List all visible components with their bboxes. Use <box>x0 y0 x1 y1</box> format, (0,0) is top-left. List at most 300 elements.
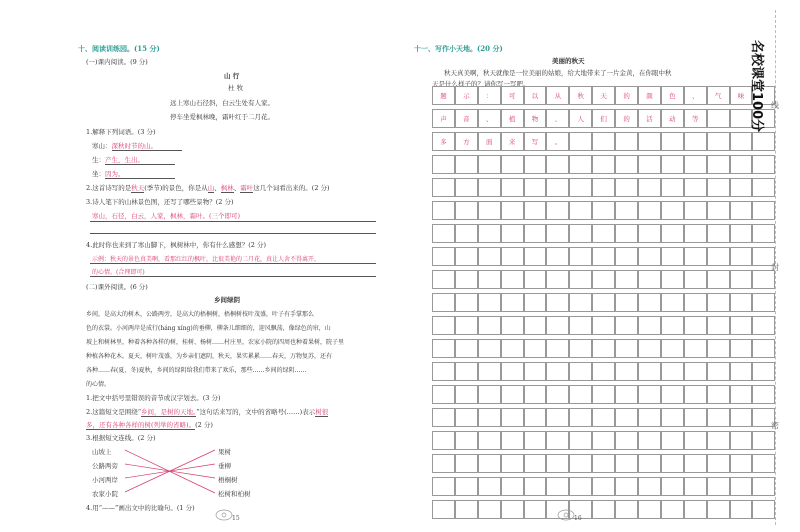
grid-cell[interactable]: 面 <box>478 132 501 151</box>
grid-cell[interactable] <box>478 155 501 174</box>
grid-cell[interactable] <box>478 500 501 519</box>
grid-cell[interactable] <box>524 270 547 289</box>
grid-cell[interactable] <box>501 339 524 358</box>
grid-cell[interactable] <box>501 316 524 335</box>
grid-cell[interactable] <box>707 316 730 335</box>
grid-cell[interactable] <box>524 339 547 358</box>
grid-cell[interactable] <box>615 178 638 197</box>
grid-cell[interactable] <box>569 408 592 427</box>
grid-cell[interactable] <box>730 224 753 243</box>
grid-cell[interactable] <box>501 224 524 243</box>
grid-cell[interactable] <box>455 270 478 289</box>
grid-cell[interactable] <box>684 178 707 197</box>
grid-cell[interactable] <box>752 293 775 312</box>
grid-cell[interactable] <box>730 247 753 266</box>
grid-cell[interactable]: 颜 <box>638 86 661 105</box>
grid-cell[interactable] <box>684 408 707 427</box>
grid-cell[interactable] <box>546 339 569 358</box>
grid-cell[interactable]: 物 <box>524 109 547 128</box>
grid-cell[interactable] <box>615 316 638 335</box>
match-left-3[interactable]: 小河两岸 <box>92 476 118 484</box>
grid-cell[interactable] <box>752 178 775 197</box>
grid-cell[interactable] <box>592 454 615 473</box>
grid-cell[interactable] <box>455 178 478 197</box>
grid-cell[interactable]: 活 <box>638 109 661 128</box>
grid-cell[interactable] <box>478 408 501 427</box>
grid-cell[interactable] <box>638 339 661 358</box>
match-right-1[interactable]: 果树 <box>218 448 231 456</box>
grid-cell[interactable] <box>569 431 592 450</box>
grid-cell[interactable] <box>501 408 524 427</box>
grid-cell[interactable] <box>615 247 638 266</box>
grid-cell[interactable] <box>592 224 615 243</box>
grid-cell[interactable]: 以 <box>524 86 547 105</box>
p2-q1-prompt: 1.把文中括号里错误的音节或汉字划去。(3 分) <box>86 394 221 402</box>
grid-cell[interactable] <box>432 431 455 450</box>
grid-cell[interactable] <box>684 224 707 243</box>
grid-cell[interactable] <box>752 201 775 220</box>
grid-cell[interactable] <box>524 247 547 266</box>
grid-cell[interactable] <box>707 224 730 243</box>
grid-cell[interactable] <box>661 155 684 174</box>
grid-cell[interactable] <box>615 362 638 381</box>
grid-cell[interactable] <box>752 385 775 404</box>
grid-cell[interactable] <box>592 247 615 266</box>
grid-cell[interactable] <box>752 316 775 335</box>
match-right-2[interactable]: 垂柳 <box>218 462 231 470</box>
grid-cell[interactable] <box>684 132 707 151</box>
grid-cell[interactable] <box>569 247 592 266</box>
grid-cell[interactable] <box>546 385 569 404</box>
grid-cell[interactable] <box>524 500 547 519</box>
grid-cell[interactable] <box>615 132 638 151</box>
poem-author: 杜 牧 <box>228 84 244 92</box>
grid-cell[interactable] <box>638 408 661 427</box>
grid-cell[interactable] <box>638 316 661 335</box>
grid-cell[interactable] <box>546 477 569 496</box>
grid-cell[interactable] <box>661 339 684 358</box>
grid-cell[interactable] <box>569 339 592 358</box>
grid-cell[interactable] <box>730 408 753 427</box>
grid-cell[interactable]: 色 <box>661 86 684 105</box>
grid-cell[interactable] <box>592 270 615 289</box>
grid-cell[interactable] <box>752 500 775 519</box>
grid-cell[interactable] <box>661 316 684 335</box>
grid-cell[interactable] <box>661 201 684 220</box>
grid-cell[interactable] <box>546 316 569 335</box>
grid-cell[interactable] <box>432 500 455 519</box>
grid-cell[interactable] <box>684 293 707 312</box>
grid-cell[interactable] <box>707 500 730 519</box>
grid-cell[interactable] <box>638 293 661 312</box>
grid-cell[interactable] <box>707 132 730 151</box>
grid-cell[interactable] <box>707 178 730 197</box>
grid-cell[interactable] <box>569 201 592 220</box>
grid-cell[interactable] <box>684 385 707 404</box>
grid-cell[interactable] <box>478 339 501 358</box>
grid-cell[interactable] <box>752 155 775 174</box>
grid-cell[interactable] <box>455 247 478 266</box>
grid-cell[interactable] <box>752 362 775 381</box>
grid-cell[interactable] <box>592 316 615 335</box>
grid-cell[interactable]: 方 <box>455 132 478 151</box>
grid-cell[interactable] <box>569 270 592 289</box>
grid-cell[interactable] <box>638 178 661 197</box>
grid-cell[interactable] <box>661 385 684 404</box>
grid-cell[interactable] <box>501 477 524 496</box>
q1-b-answer: 产生，生出。 <box>105 155 175 165</box>
grid-cell[interactable] <box>455 408 478 427</box>
grid-cell[interactable] <box>501 362 524 381</box>
grid-cell[interactable] <box>501 178 524 197</box>
match-right-3[interactable]: 梧桐树 <box>218 476 238 484</box>
grid-cell[interactable] <box>524 201 547 220</box>
grid-cell[interactable] <box>661 270 684 289</box>
match-right-4[interactable]: 松树和柏树 <box>218 490 251 498</box>
grid-cell[interactable]: 、 <box>684 86 707 105</box>
grid-cell[interactable]: 秋 <box>569 86 592 105</box>
grid-cell[interactable]: 等 <box>684 109 707 128</box>
grid-cell[interactable] <box>752 132 775 151</box>
grid-row <box>432 201 775 220</box>
match-left-1[interactable]: 山坡上 <box>92 448 112 456</box>
grid-cell[interactable] <box>730 339 753 358</box>
grid-cell[interactable] <box>478 224 501 243</box>
grid-cell[interactable] <box>661 224 684 243</box>
grid-cell[interactable] <box>546 201 569 220</box>
grid-cell[interactable] <box>730 178 753 197</box>
grid-cell[interactable] <box>592 132 615 151</box>
grid-row <box>432 362 775 381</box>
grid-cell[interactable] <box>730 155 753 174</box>
grid-cell[interactable] <box>661 477 684 496</box>
grid-cell[interactable]: 声 <box>432 109 455 128</box>
grid-cell[interactable] <box>638 454 661 473</box>
grid-cell[interactable] <box>684 247 707 266</box>
grid-cell[interactable] <box>661 293 684 312</box>
grid-cell[interactable] <box>684 155 707 174</box>
grid-cell[interactable] <box>730 477 753 496</box>
grid-cell[interactable]: 的 <box>615 109 638 128</box>
grid-cell[interactable] <box>615 293 638 312</box>
grid-cell[interactable] <box>661 454 684 473</box>
binding-label-top: 线 <box>771 101 779 110</box>
grid-cell[interactable] <box>592 293 615 312</box>
grid-cell[interactable]: 、 <box>478 109 501 128</box>
grid-cell[interactable] <box>615 385 638 404</box>
grid-cell[interactable] <box>524 477 547 496</box>
grid-cell[interactable] <box>730 500 753 519</box>
grid-cell[interactable] <box>524 178 547 197</box>
grid-cell[interactable] <box>501 201 524 220</box>
q2-answer-2: 山 <box>207 184 215 192</box>
grid-cell[interactable] <box>569 224 592 243</box>
grid-cell[interactable] <box>707 247 730 266</box>
grid-cell[interactable]: 从 <box>546 86 569 105</box>
grid-cell[interactable] <box>638 247 661 266</box>
grid-cell[interactable] <box>478 178 501 197</box>
grid-cell[interactable] <box>501 454 524 473</box>
grid-cell[interactable] <box>752 431 775 450</box>
grid-cell[interactable] <box>707 339 730 358</box>
grid-cell[interactable] <box>432 270 455 289</box>
grid-cell[interactable] <box>661 132 684 151</box>
grid-cell[interactable] <box>478 201 501 220</box>
grid-cell[interactable] <box>546 155 569 174</box>
grid-cell[interactable] <box>478 270 501 289</box>
grid-cell[interactable] <box>661 178 684 197</box>
grid-cell[interactable] <box>592 201 615 220</box>
writing-grid[interactable] <box>432 86 775 523</box>
grid-cell[interactable] <box>501 270 524 289</box>
grid-cell[interactable] <box>432 477 455 496</box>
grid-cell[interactable] <box>707 155 730 174</box>
grid-cell[interactable] <box>592 408 615 427</box>
grid-cell[interactable] <box>569 132 592 151</box>
grid-cell[interactable]: ： <box>478 86 501 105</box>
grid-cell[interactable] <box>707 385 730 404</box>
grid-cell[interactable]: 人 <box>569 109 592 128</box>
grid-cell[interactable] <box>478 454 501 473</box>
grid-cell[interactable] <box>569 316 592 335</box>
grid-cell[interactable] <box>501 431 524 450</box>
grid-cell[interactable] <box>524 316 547 335</box>
passage-line-3: 坡上和树林里，种着各种各样的树，桂树、杨树……村庄里，农家小院的四周也种着果树，院子里 <box>86 339 345 346</box>
grid-cell[interactable] <box>546 293 569 312</box>
grid-cell[interactable] <box>432 247 455 266</box>
grid-cell[interactable] <box>524 224 547 243</box>
grid-cell[interactable]: 气 <box>707 86 730 105</box>
grid-cell[interactable] <box>752 224 775 243</box>
grid-cell[interactable] <box>638 477 661 496</box>
grid-cell[interactable] <box>615 408 638 427</box>
grid-cell[interactable] <box>478 385 501 404</box>
grid-cell[interactable] <box>569 477 592 496</box>
grid-cell[interactable]: 多 <box>432 132 455 151</box>
grid-cell[interactable] <box>730 385 753 404</box>
grid-cell[interactable] <box>455 431 478 450</box>
grid-cell[interactable] <box>432 293 455 312</box>
grid-cell[interactable] <box>455 201 478 220</box>
grid-cell[interactable] <box>546 362 569 381</box>
grid-cell[interactable] <box>661 431 684 450</box>
grid-cell[interactable] <box>615 454 638 473</box>
grid-cell[interactable] <box>478 431 501 450</box>
grid-cell[interactable]: 动 <box>661 109 684 128</box>
grid-cell[interactable] <box>661 500 684 519</box>
grid-cell[interactable] <box>569 385 592 404</box>
grid-cell[interactable] <box>478 293 501 312</box>
grid-cell[interactable] <box>661 247 684 266</box>
grid-cell[interactable] <box>524 155 547 174</box>
grid-cell[interactable] <box>546 454 569 473</box>
grid-cell[interactable] <box>432 408 455 427</box>
grid-cell[interactable] <box>730 362 753 381</box>
grid-cell[interactable] <box>752 454 775 473</box>
grid-cell[interactable]: 音 <box>455 109 478 128</box>
grid-cell[interactable] <box>592 385 615 404</box>
grid-cell[interactable] <box>432 339 455 358</box>
grid-cell[interactable] <box>707 431 730 450</box>
grid-row-gap <box>432 519 775 523</box>
grid-cell[interactable] <box>569 178 592 197</box>
grid-cell[interactable] <box>615 477 638 496</box>
grid-cell[interactable] <box>752 339 775 358</box>
poem-line-1: 远上寒山石径斜，白云生处有人家。 <box>170 99 274 107</box>
grid-cell[interactable] <box>730 293 753 312</box>
grid-cell[interactable] <box>707 293 730 312</box>
match-left-4[interactable]: 农家小院 <box>92 490 118 498</box>
grid-cell[interactable] <box>707 454 730 473</box>
grid-cell[interactable] <box>524 408 547 427</box>
grid-cell[interactable] <box>707 362 730 381</box>
grid-cell[interactable] <box>546 408 569 427</box>
grid-cell[interactable] <box>684 316 707 335</box>
grid-cell[interactable] <box>455 339 478 358</box>
grid-cell[interactable] <box>707 270 730 289</box>
grid-cell[interactable] <box>455 293 478 312</box>
grid-cell[interactable] <box>684 500 707 519</box>
grid-cell[interactable] <box>615 270 638 289</box>
grid-cell[interactable] <box>501 500 524 519</box>
grid-cell[interactable] <box>684 270 707 289</box>
grid-cell[interactable] <box>592 500 615 519</box>
grid-cell[interactable]: 写 <box>524 132 547 151</box>
grid-cell[interactable] <box>432 316 455 335</box>
grid-cell[interactable] <box>638 132 661 151</box>
grid-cell[interactable] <box>524 431 547 450</box>
grid-cell[interactable] <box>569 155 592 174</box>
grid-cell[interactable] <box>432 362 455 381</box>
grid-cell[interactable] <box>569 362 592 381</box>
grid-cell[interactable] <box>638 270 661 289</box>
grid-cell[interactable] <box>455 155 478 174</box>
grid-cell[interactable] <box>638 155 661 174</box>
grid-cell[interactable] <box>432 178 455 197</box>
grid-cell[interactable] <box>455 385 478 404</box>
grid-cell[interactable] <box>638 385 661 404</box>
grid-cell[interactable] <box>455 500 478 519</box>
grid-cell[interactable] <box>455 224 478 243</box>
grid-cell[interactable] <box>684 362 707 381</box>
grid-cell[interactable] <box>432 385 455 404</box>
essay-prompt-1: 秋天真美啊，秋天就像是一位美丽的姑娘，给大地带来了一片金黄，在你眼中秋 <box>444 69 672 77</box>
grid-cell[interactable] <box>730 270 753 289</box>
grid-cell[interactable] <box>707 408 730 427</box>
grid-cell[interactable] <box>546 270 569 289</box>
grid-cell[interactable] <box>661 408 684 427</box>
grid-cell[interactable]: 植 <box>501 109 524 128</box>
essay-prompt-2: 天是什么样子的？请你写一写吧。 <box>432 80 530 88</box>
grid-cell[interactable] <box>546 247 569 266</box>
grid-cell[interactable] <box>615 201 638 220</box>
grid-cell[interactable]: 的 <box>615 86 638 105</box>
grid-cell[interactable] <box>638 500 661 519</box>
grid-cell[interactable] <box>524 385 547 404</box>
grid-cell[interactable]: 们 <box>592 109 615 128</box>
grid-row <box>432 270 775 289</box>
q1-a-term: 寒山： <box>92 142 112 150</box>
grid-cell[interactable] <box>638 224 661 243</box>
grid-cell[interactable] <box>615 500 638 519</box>
grid-cell[interactable] <box>638 201 661 220</box>
grid-cell[interactable] <box>501 155 524 174</box>
grid-cell[interactable] <box>432 224 455 243</box>
grid-cell[interactable] <box>615 155 638 174</box>
grid-cell[interactable]: 示 <box>455 86 478 105</box>
grid-cell[interactable]: 天 <box>592 86 615 105</box>
grid-cell[interactable] <box>638 362 661 381</box>
grid-cell[interactable] <box>524 454 547 473</box>
grid-cell[interactable] <box>730 201 753 220</box>
grid-cell[interactable] <box>684 201 707 220</box>
grid-cell[interactable]: 题 <box>432 86 455 105</box>
grid-cell[interactable] <box>546 431 569 450</box>
grid-cell[interactable] <box>730 454 753 473</box>
grid-cell[interactable] <box>615 339 638 358</box>
grid-cell[interactable] <box>432 454 455 473</box>
grid-cell[interactable] <box>569 293 592 312</box>
grid-cell[interactable] <box>592 178 615 197</box>
grid-cell[interactable] <box>592 477 615 496</box>
grid-cell[interactable] <box>501 247 524 266</box>
grid-cell[interactable] <box>569 454 592 473</box>
grid-cell[interactable] <box>478 362 501 381</box>
grid-cell[interactable]: 。 <box>546 132 569 151</box>
grid-cell[interactable] <box>592 155 615 174</box>
grid-cell[interactable]: 、 <box>546 109 569 128</box>
grid-cell[interactable] <box>638 431 661 450</box>
grid-cell[interactable] <box>432 155 455 174</box>
grid-cell[interactable]: 味 <box>730 86 753 105</box>
grid-cell[interactable] <box>684 477 707 496</box>
grid-cell[interactable] <box>684 431 707 450</box>
grid-cell[interactable] <box>432 201 455 220</box>
grid-cell[interactable] <box>752 477 775 496</box>
grid-cell[interactable] <box>455 477 478 496</box>
grid-cell[interactable] <box>524 362 547 381</box>
grid-cell[interactable] <box>455 362 478 381</box>
grid-cell[interactable] <box>707 201 730 220</box>
grid-cell[interactable] <box>730 316 753 335</box>
grid-cell[interactable] <box>615 224 638 243</box>
grid-cell[interactable] <box>592 431 615 450</box>
grid-cell[interactable] <box>501 293 524 312</box>
grid-cell[interactable] <box>501 385 524 404</box>
grid-cell[interactable] <box>707 477 730 496</box>
grid-cell[interactable] <box>730 431 753 450</box>
q3-answer: 寒山，石径，白云，人家，枫林，霜叶。(三个即可) <box>92 212 241 220</box>
grid-cell[interactable] <box>478 477 501 496</box>
grid-cell[interactable] <box>455 454 478 473</box>
grid-cell[interactable] <box>546 178 569 197</box>
grid-cell[interactable] <box>661 362 684 381</box>
grid-cell[interactable] <box>546 224 569 243</box>
grid-cell[interactable] <box>478 247 501 266</box>
grid-cell[interactable] <box>730 132 753 151</box>
grid-cell[interactable] <box>592 339 615 358</box>
grid-cell[interactable] <box>615 431 638 450</box>
grid-cell[interactable] <box>592 362 615 381</box>
match-left-2[interactable]: 公路两旁 <box>92 462 118 470</box>
grid-cell[interactable]: 可 <box>501 86 524 105</box>
grid-cell[interactable] <box>455 316 478 335</box>
grid-cell[interactable]: 来 <box>501 132 524 151</box>
grid-cell[interactable] <box>478 316 501 335</box>
grid-cell[interactable] <box>684 454 707 473</box>
grid-cell[interactable] <box>524 293 547 312</box>
grid-cell[interactable] <box>684 339 707 358</box>
